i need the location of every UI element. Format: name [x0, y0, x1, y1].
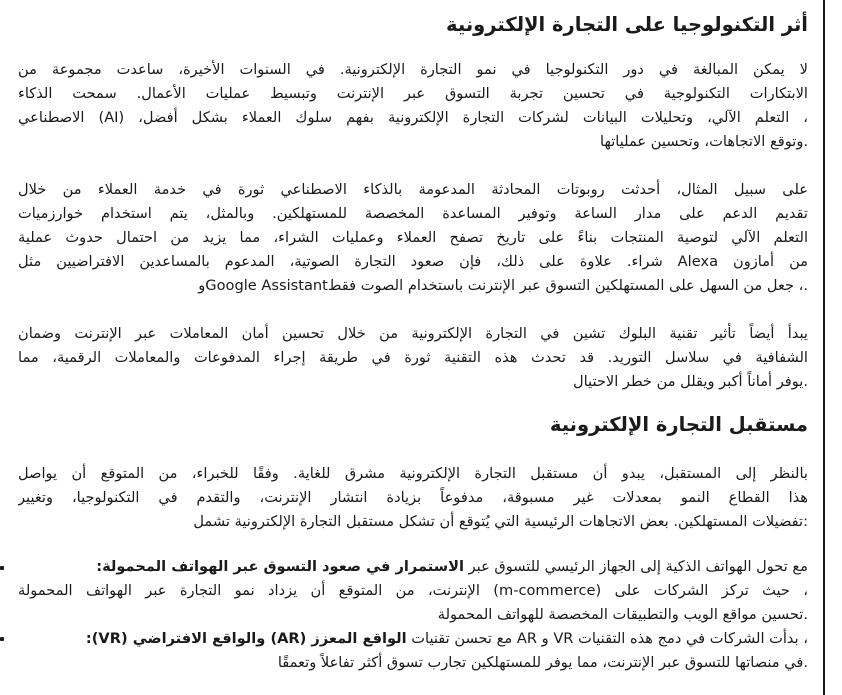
bullet-marker — [0, 566, 4, 570]
text-line: .، جعل من السهل على المستهلكين التسوق عبر الإنترنت باستخدام الصوت فقطGoogle Assistantو — [198, 277, 808, 294]
text-line — [18, 627, 808, 651]
text-line: يبدأ أيضاً تأثير تقنية البلوك تشين في التجارة الإلكترونية من خلال تحسين أمان المعاملات عبر الإنترنت وضمان — [18, 325, 808, 342]
text-line: .تحسين مواقع الويب والتطبيقات المخصصة للهواتف المحمولة — [437, 606, 808, 623]
text-line: تقديم الدعم على مدار الساعة وتوفير المساعدة المخصصة للمستهلكين. وبالمثل، يتم استخدام خوارزميات — [18, 205, 808, 222]
text-line: :تفضيلات المستهلكين. بعض الاتجاهات الرئيسية التي يُتوقع أن تشكل مستقبل التجارة الإلكترونية تشمل — [193, 513, 808, 530]
text-line: الشفافية في سلاسل التوريد. قد تحدث هذه التقنية ثورة في طريقة إجراء المدفوعات والمعاملات الرقمية، مما — [18, 349, 808, 366]
bullet-bold-label: الواقع المعزز (AR) والواقع الافتراضي (VR): — [85, 630, 407, 647]
bullet-bold-label: الاستمرار في صعود التسوق عبر الهواتف المحمولة: — [96, 558, 464, 575]
section-title: أثر التكنولوجيا على التجارة الإلكترونية — [446, 13, 808, 36]
bullet-text: مع تحول الهواتف الذكية إلى الجهاز الرئيسي للتسوق عبر — [468, 558, 808, 575]
text-line: هذا القطاع النمو بمعدلات غير مسبوقة، مدفوعاً بزيادة انتشار الإنترنت، والتقدم في التكنولوجيا، وتغيير — [18, 489, 808, 506]
page-border — [823, 0, 825, 695]
text-line: بالنظر إلى المستقبل، يبدو أن مستقبل التجارة الإلكترونية مشرق للغاية. وفقًا للخبراء، من المتوقع أن يواصل — [18, 465, 808, 482]
bullet-text: ، بدأت الشركات في دمج هذه التقنيات VR و AR مع تحسن تقنيات — [411, 630, 808, 647]
text-line: .يوفر أماناً أكبر ويقلل من خطر الاحتيال — [573, 373, 808, 390]
text-line: من أمازون Alexa شراء. علاوة على ذلك، فإن صعود التجارة الصوتية، المدعوم بالمساعدين الافتراضيين مثل — [18, 253, 808, 270]
text-line: الابتكارات التكنولوجية في تحسين تجربة التسوق عبر الإنترنت وتبسيط عمليات الأعمال. سمحت الذكاء — [18, 85, 808, 102]
text-line: .في منصاتها للتسوق عبر الإنترنت، مما يوفر للمستهلكين تجارب تسوق أكثر تفاعلاً وتعمقًا — [277, 654, 808, 671]
text-line: .وتوقع الاتجاهات، وتحسين عملياتها — [600, 133, 808, 150]
section-title: مستقبل التجارة الإلكترونية — [549, 413, 808, 436]
text-line: لا يمكن المبالغة في دور التكنولوجيا في نمو التجارة الإلكترونية. في السنوات الأخيرة، ساعدت مجموعة من — [18, 61, 808, 78]
bullet-marker — [0, 637, 4, 641]
text-line: ، التعلم الآلي، وتحليلات البيانات لشركات التجارة الإلكترونية بفهم سلوك العملاء بشكل أفضل، (AI) الاصطناعي — [18, 109, 808, 126]
text-line: ، حيث تركز الشركات على (m-commerce) الإنترنت، من المتوقع أن يزداد نمو التجارة عبر الهواتف المحمولة — [18, 582, 808, 599]
text-line: على سبيل المثال، أحدثت روبوتات المحادثة المدعومة بالذكاء الاصطناعي ثورة في خدمة العملاء من خلال — [18, 181, 808, 198]
document-page — [18, 0, 808, 695]
text-line: التعلم الآلي لتوصية المنتجات بناءً على تاريخ تصفح العملاء وعمليات الشراء، مما يزيد من احتمال حدوث عملية — [18, 229, 808, 246]
text-line — [18, 555, 808, 579]
